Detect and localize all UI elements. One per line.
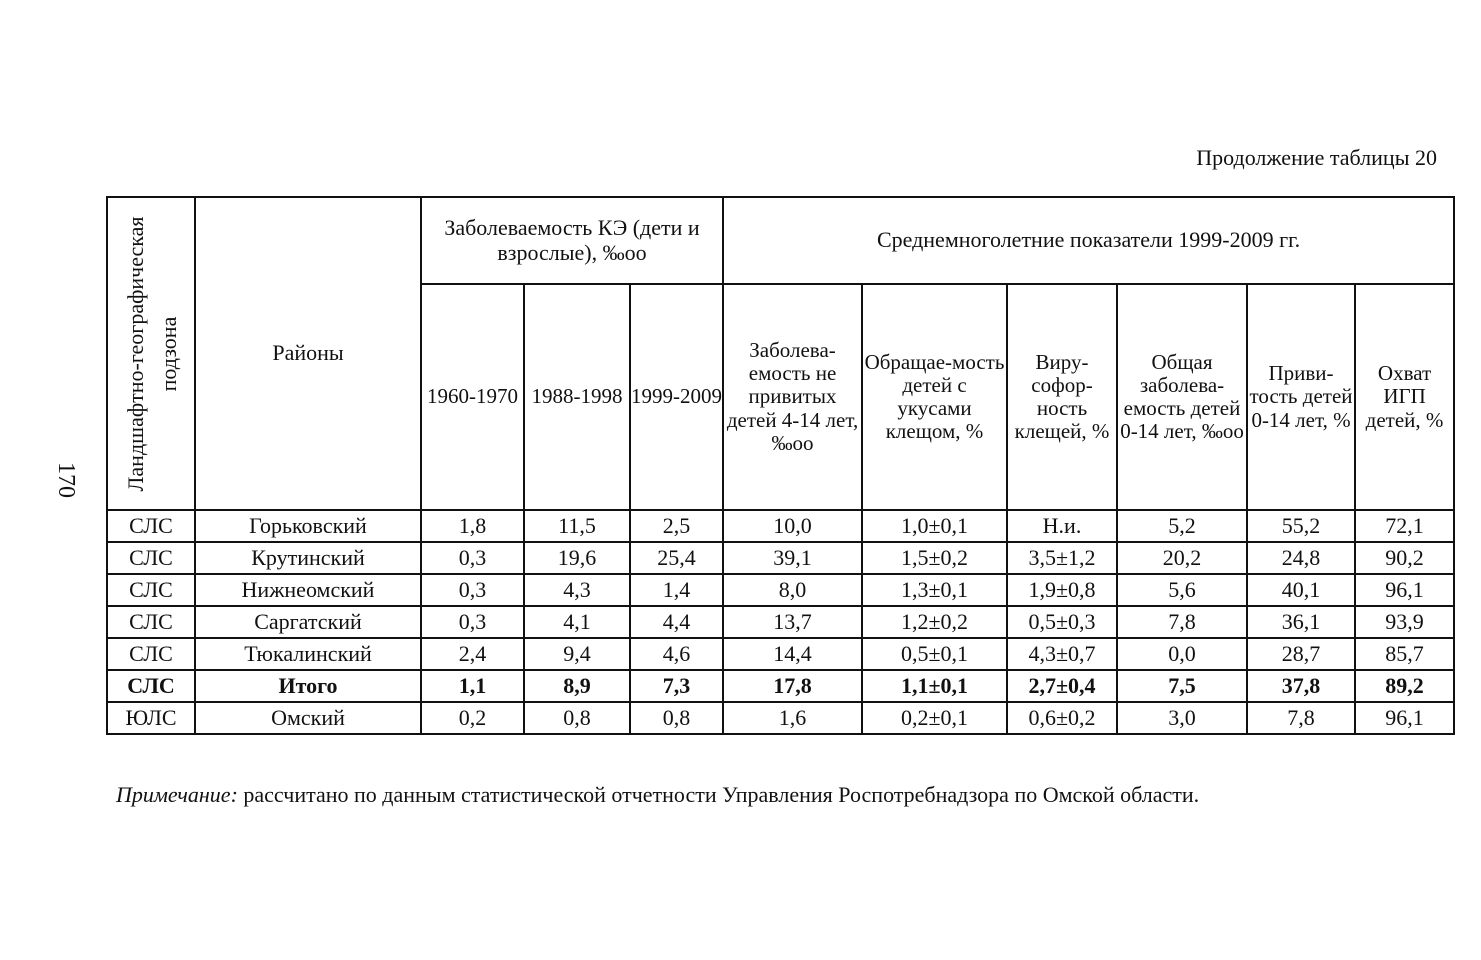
cell-value: 1,8 [421,510,524,542]
cell-value: 7,5 [1117,670,1247,702]
cell-value: 7,8 [1117,606,1247,638]
table-row [107,702,1454,734]
header-zone-label: Ландшафтно-географическая подзона [123,215,181,492]
cell-value: 1,4 [630,574,723,606]
cell-zone: СЛС [107,542,195,574]
cell-value: 4,3 [524,574,630,606]
cell-value: 7,8 [1247,702,1355,734]
cell-value: 96,1 [1355,574,1454,606]
cell-value: 96,1 [1355,702,1454,734]
header-col-1960: 1960-1970 [421,284,524,510]
cell-value: 0,3 [421,542,524,574]
cell-value: 20,2 [1117,542,1247,574]
cell-value: 85,7 [1355,638,1454,670]
cell-value: 1,9±0,8 [1007,574,1117,606]
cell-value: 1,5±0,2 [862,542,1007,574]
data-table [106,196,1455,735]
cell-value: 89,2 [1355,670,1454,702]
cell-value: 55,2 [1247,510,1355,542]
cell-value: 0,6±0,2 [1007,702,1117,734]
header-col-total-incidence: Общая заболева-емость детей 0-14 лет, ‰oo [1117,284,1247,510]
table-row [107,542,1454,574]
cell-value: 5,6 [1117,574,1247,606]
cell-district: Саргатский [195,606,421,638]
cell-value: 2,4 [421,638,524,670]
header-group-averages: Среднемноголетние показатели 1999-2009 гг. [723,197,1454,284]
header-group-incidence: Заболеваемость КЭ (дети и взрослые), ‰oo [421,197,723,284]
cell-value: 13,7 [723,606,862,638]
cell-value: 1,0±0,1 [862,510,1007,542]
header-col-vaccination: Приви-тость детей 0-14 лет, % [1247,284,1355,510]
cell-value: 11,5 [524,510,630,542]
note-text: рассчитано по данным статистической отчетности Управления Роспотребнадзора по Омской области. [237,782,1200,807]
cell-value: 4,1 [524,606,630,638]
cell-value: 72,1 [1355,510,1454,542]
cell-value: 2,5 [630,510,723,542]
cell-value: 19,6 [524,542,630,574]
cell-district: Итого [195,670,421,702]
table-row-total [107,670,1454,702]
cell-value: 1,2±0,2 [862,606,1007,638]
header-district: Районы [195,197,421,510]
cell-value: 0,2±0,1 [862,702,1007,734]
cell-value: 90,2 [1355,542,1454,574]
cell-value: 2,7±0,4 [1007,670,1117,702]
page-number: 170 [53,462,79,498]
cell-value: 4,3±0,7 [1007,638,1117,670]
cell-value: 0,8 [630,702,723,734]
cell-value: 8,0 [723,574,862,606]
header-col-1999: 1999-2009 [630,284,723,510]
cell-zone: СЛС [107,574,195,606]
cell-value: 10,0 [723,510,862,542]
header-col-virus: Виру-софор-ность клещей, % [1007,284,1117,510]
cell-value: 36,1 [1247,606,1355,638]
cell-zone: СЛС [107,606,195,638]
cell-zone: СЛС [107,670,195,702]
cell-value: 9,4 [524,638,630,670]
cell-value: Н.и. [1007,510,1117,542]
cell-value: 5,2 [1117,510,1247,542]
header-col-unvaccinated: Заболева-емость не привитых детей 4-14 лет, ‰oo [723,284,862,510]
cell-value: 1,6 [723,702,862,734]
cell-value: 37,8 [1247,670,1355,702]
cell-district: Омский [195,702,421,734]
cell-zone: СЛС [107,638,195,670]
cell-value: 0,5±0,1 [862,638,1007,670]
table-row [107,510,1454,542]
cell-district: Нижнеомский [195,574,421,606]
cell-value: 17,8 [723,670,862,702]
table-note [116,782,1199,808]
header-zone [107,197,195,510]
cell-value: 40,1 [1247,574,1355,606]
cell-value: 1,1±0,1 [862,670,1007,702]
header-col-1988: 1988-1998 [524,284,630,510]
cell-value: 0,5±0,3 [1007,606,1117,638]
header-col-bites: Обращае-мость детей с укусами клещом, % [862,284,1007,510]
cell-value: 93,9 [1355,606,1454,638]
cell-value: 4,4 [630,606,723,638]
cell-value: 8,9 [524,670,630,702]
cell-value: 1,1 [421,670,524,702]
table-row [107,574,1454,606]
cell-zone: ЮЛС [107,702,195,734]
cell-value: 3,5±1,2 [1007,542,1117,574]
cell-district: Горьковский [195,510,421,542]
cell-value: 3,0 [1117,702,1247,734]
cell-value: 7,3 [630,670,723,702]
cell-value: 1,3±0,1 [862,574,1007,606]
cell-district: Крутинский [195,542,421,574]
cell-value: 28,7 [1247,638,1355,670]
table-row [107,606,1454,638]
cell-district: Тюкалинский [195,638,421,670]
cell-value: 0,3 [421,606,524,638]
cell-value: 4,6 [630,638,723,670]
cell-zone: СЛС [107,510,195,542]
table-caption: Продолжение таблицы 20 [1196,145,1437,170]
header-col-igp: Охват ИГП детей, % [1355,284,1454,510]
cell-value: 0,8 [524,702,630,734]
cell-value: 24,8 [1247,542,1355,574]
cell-value: 25,4 [630,542,723,574]
note-label: Примечание: [116,782,238,807]
cell-value: 0,0 [1117,638,1247,670]
cell-value: 0,2 [421,702,524,734]
cell-value: 39,1 [723,542,862,574]
cell-value: 0,3 [421,574,524,606]
cell-value: 14,4 [723,638,862,670]
table-row [107,638,1454,670]
